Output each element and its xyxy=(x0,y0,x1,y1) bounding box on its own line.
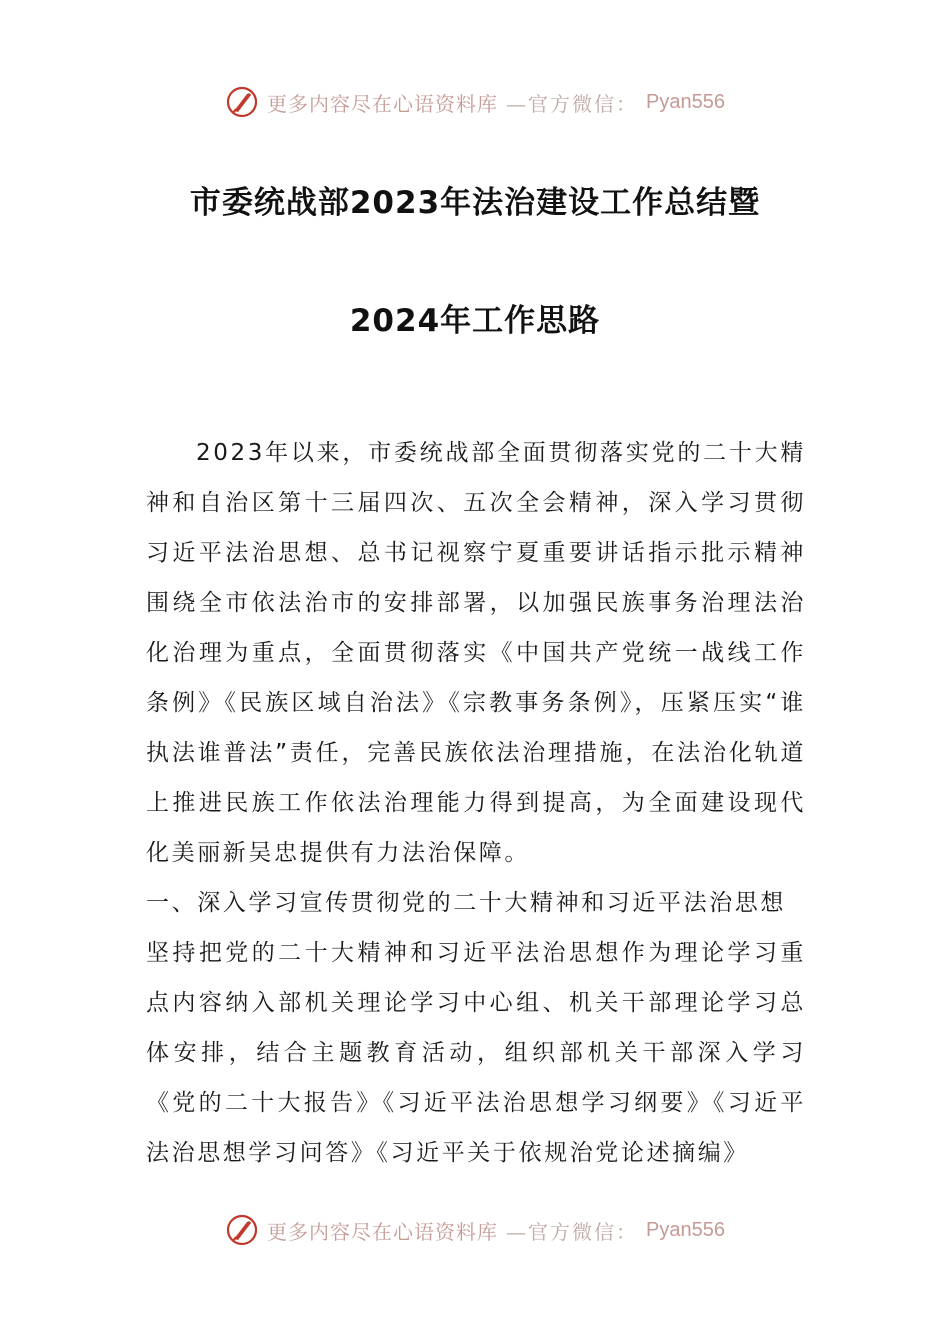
quill-pen-logo-icon xyxy=(225,1213,259,1247)
document-title-line-1: 市委统战部2023年法治建设工作总结暨 xyxy=(189,185,761,221)
watermark-sub-text: —官方微信： xyxy=(506,91,639,116)
intro-paragraph: 2023年以来，市委统战部全面贯彻落实党的二十大精神和自治区第十三届四次、五次全会精神，深入学习贯彻习近平法治思想、总书记视察宁夏重要讲话指示批示精神围绕全市依法治市的安排部署，以加强民族事务治理法治化治理为重点，全面贯彻落实《中国共产党统一战线工作条例》《民族区域自治法》《宗教事务条例》，压紧压实“谁执法谁普法”责任，完善民族依法治理措施，在法治化轨道上推进民族工作依法治理能力得到提高，为全面建设现代化美丽新吴忠提供有力法治保障。 xyxy=(146,440,806,866)
quill-pen-logo-icon xyxy=(225,85,259,119)
watermark-sub-text: —官方微信： xyxy=(506,1219,639,1244)
watermark-wechat-id: Pyan556 xyxy=(646,1218,725,1241)
watermark-main-text: 更多内容尽在心语资料库 xyxy=(267,1219,499,1244)
watermark-wechat-id: Pyan556 xyxy=(646,90,725,113)
watermark-footer xyxy=(0,1210,950,1250)
section-1-paragraph: 坚持把党的二十大精神和习近平法治思想作为理论学习重点内容纳入部机关理论学习中心组、机关干部理论学习总体安排，结合主题教育活动，组织部机关干部深入学习《党的二十大报告》《习近平法治思想学习纲要》《习近平法治思想学习问答》《习近平关于依规治党论述摘编》 xyxy=(146,940,806,1166)
document-body xyxy=(146,428,806,1178)
watermark-header xyxy=(0,82,950,122)
watermark-main-text: 更多内容尽在心语资料库 xyxy=(267,91,499,116)
section-1-heading: 一、深入学习宣传贯彻党的二十大精神和习近平法治思想 xyxy=(146,890,786,916)
document-title-line-2: 2024年工作思路 xyxy=(349,303,601,339)
